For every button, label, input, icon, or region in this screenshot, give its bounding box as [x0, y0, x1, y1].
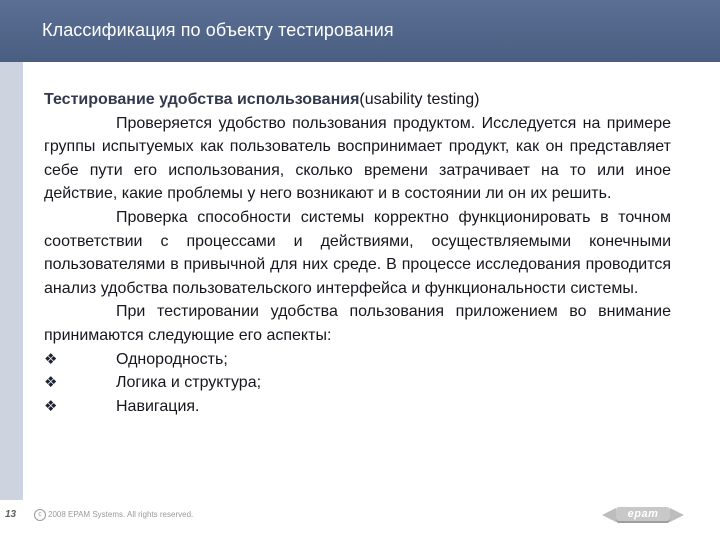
paragraph-3-text: При тестировании удобства пользования приложением во внимание принимаются следующие его аспекты:: [44, 303, 671, 344]
logo-body: [616, 507, 670, 523]
diamond-bullet-icon: ❖: [44, 397, 58, 415]
logo-text: epam: [627, 508, 659, 520]
list-item: [44, 371, 671, 395]
list-item: [44, 348, 671, 372]
subtitle-bold: Тестирование удобства использования: [44, 91, 360, 108]
logo-right-arrow-icon: [670, 508, 684, 522]
subtitle-english: (usability testing): [359, 91, 480, 108]
paragraph-usability-description: [44, 112, 671, 206]
slide-title: Классификация по объекту тестирования: [42, 20, 394, 40]
subtitle: [44, 88, 671, 112]
list-item: [44, 395, 671, 419]
copyright-icon: c: [34, 509, 46, 521]
diamond-bullet-icon: ❖: [44, 374, 58, 392]
list-item-label: Однородность;: [116, 350, 228, 368]
diamond-bullet-icon: ❖: [44, 350, 58, 368]
list-item-label: Логика и структура;: [116, 374, 262, 392]
logo-left-arrow-icon: [602, 508, 616, 522]
copyright-text: 2008 EPAM Systems. All rights reserved.: [48, 510, 194, 519]
page-number: 13: [5, 509, 17, 520]
left-sidebar-strip: [0, 62, 23, 500]
paragraph-2-text: Проверка способности системы корректно функционировать в точном соответствии с процессами и действиями, осуществляемыми конечными пользователями в привычной для них среде. В процессе исследования проводится анализ удобства пользовательского интерфейса и функциональности системы.: [44, 208, 671, 297]
aspects-list: [44, 348, 671, 419]
paragraph-system-check: [44, 206, 671, 300]
list-item-label: Навигация.: [116, 397, 200, 415]
epam-logo: [602, 505, 684, 525]
paragraph-1-text: Проверяется удобство пользования продуктом. Исследуется на примере группы испытуемых как пользователь воспринимает продукт, как он представляет себе пути его использования, сколько времени затрачивает на то или иное действие, какие проблемы у него возникают и в состоянии ли он их решить.: [44, 114, 671, 203]
slide-content: [44, 88, 671, 418]
header-bar: [0, 0, 720, 62]
paragraph-aspects-intro: [44, 300, 671, 347]
